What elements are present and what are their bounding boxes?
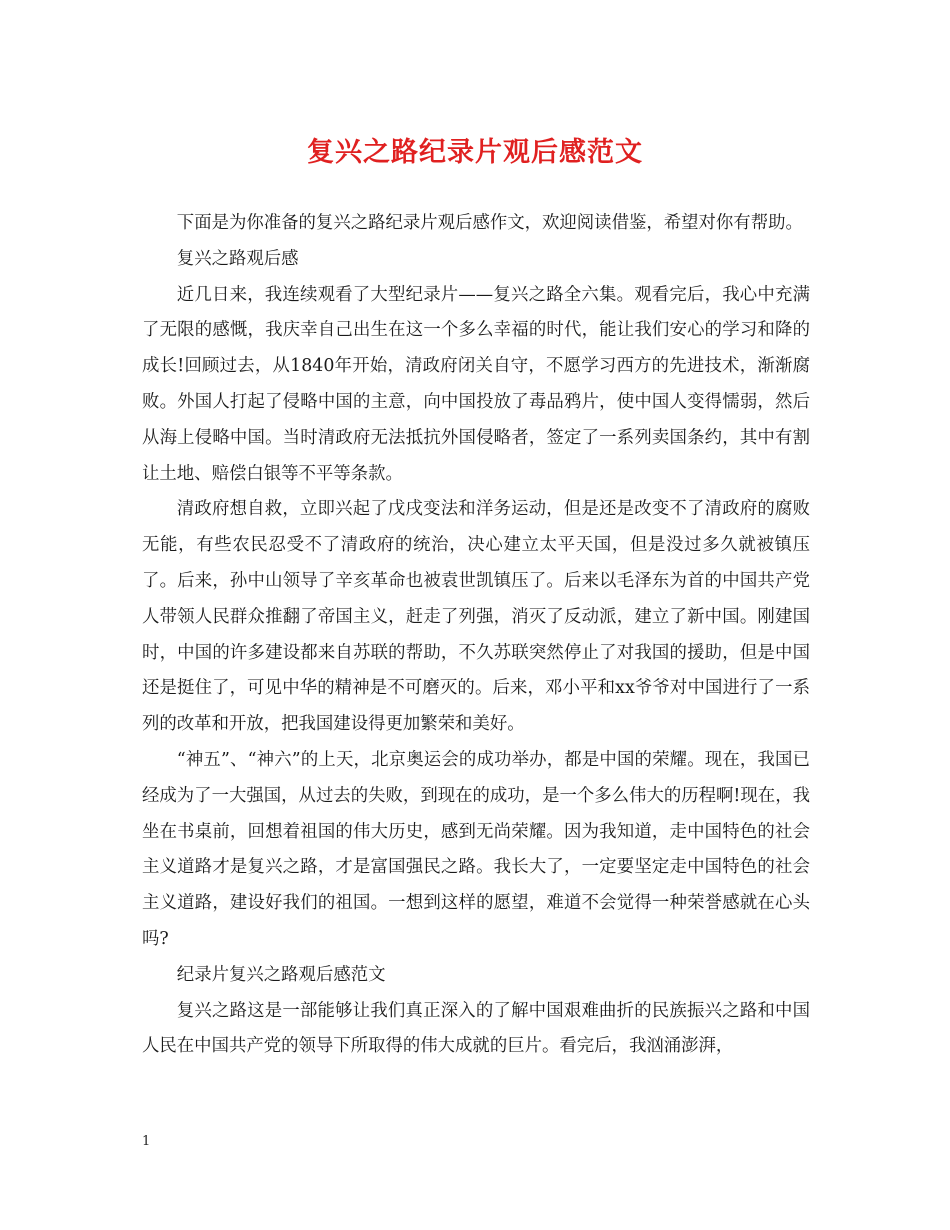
body-paragraph: 复兴之路这是一部能够让我们真正深入的了解中国艰难曲折的民族振兴之路和中国人民在中国共产党的领导下所取得的伟大成就的巨片。看完后，我汹涌澎湃， bbox=[142, 1000, 810, 1057]
document-body bbox=[142, 206, 810, 1065]
page-number: 1 bbox=[142, 1134, 151, 1149]
section-heading: 纪录片复兴之路观后感范文 bbox=[176, 964, 386, 985]
section-heading: 复兴之路观后感 bbox=[176, 248, 299, 269]
document-title: 复兴之路纪录片观后感范文 bbox=[307, 137, 643, 168]
intro-paragraph: 下面是为你准备的复兴之路纪录片观后感作文，欢迎阅读借鉴，希望对你有帮助。 bbox=[176, 213, 803, 233]
body-paragraph: 清政府想自救，立即兴起了戊戌变法和洋务运动，但是还是改变不了清政府的腐败无能，有些农民忍受不了清政府的统治，决心建立太平天国，但是没过多久就被镇压了。后来，孙中山领导了辛亥革命也被袁世凯镇压了。后来以毛泽东为首的中国共产党人带领人民群众推翻了帝国主义，赶走了列强，消灭了反动派，建立了新中国。刚建国时，中国的许多建设都来自苏联的帮助，不久苏联突然停止了对我国的援助，但是中国还是挺住了，可见中华的精神是不可磨灭的。后来，邓小平和xx爷爷对中国进行了一系列的改革和开放，把我国建设得更加繁荣和美好。 bbox=[142, 499, 810, 735]
body-paragraph: 近几日来，我连续观看了大型纪录片——复兴之路全六集。观看完后，我心中充满了无限的感慨，我庆幸自己出生在这一个多么幸福的时代，能让我们安心的学习和降的成长!回顾过去，从1840年开始，清政府闭关自守，不愿学习西方的先进技术，渐渐腐败。外国人打起了侵略中国的主意，向中国投放了毒品鸦片，使中国人变得懦弱，然后从海上侵略中国。当时清政府无法抵抗外国侵略者，签定了一系列卖国条约，其中有割让土地、赔偿白银等不平等条款。 bbox=[142, 284, 810, 484]
body-paragraph: “神五”、“神六”的上天，北京奥运会的成功举办，都是中国的荣耀。现在，我国已经成为了一大强国，从过去的失败，到现在的成功，是一个多么伟大的历程啊!现在，我坐在书桌前，回想着祖国的伟大历史，感到无尚荣耀。因为我知道，走中国特色的社会主义道路才是复兴之路，才是富国强民之路。我长大了，一定要坚定走中国特色的社会主义道路，建设好我们的祖国。一想到这样的愿望，难道不会觉得一种荣誉感就在心头吗? bbox=[142, 749, 810, 949]
